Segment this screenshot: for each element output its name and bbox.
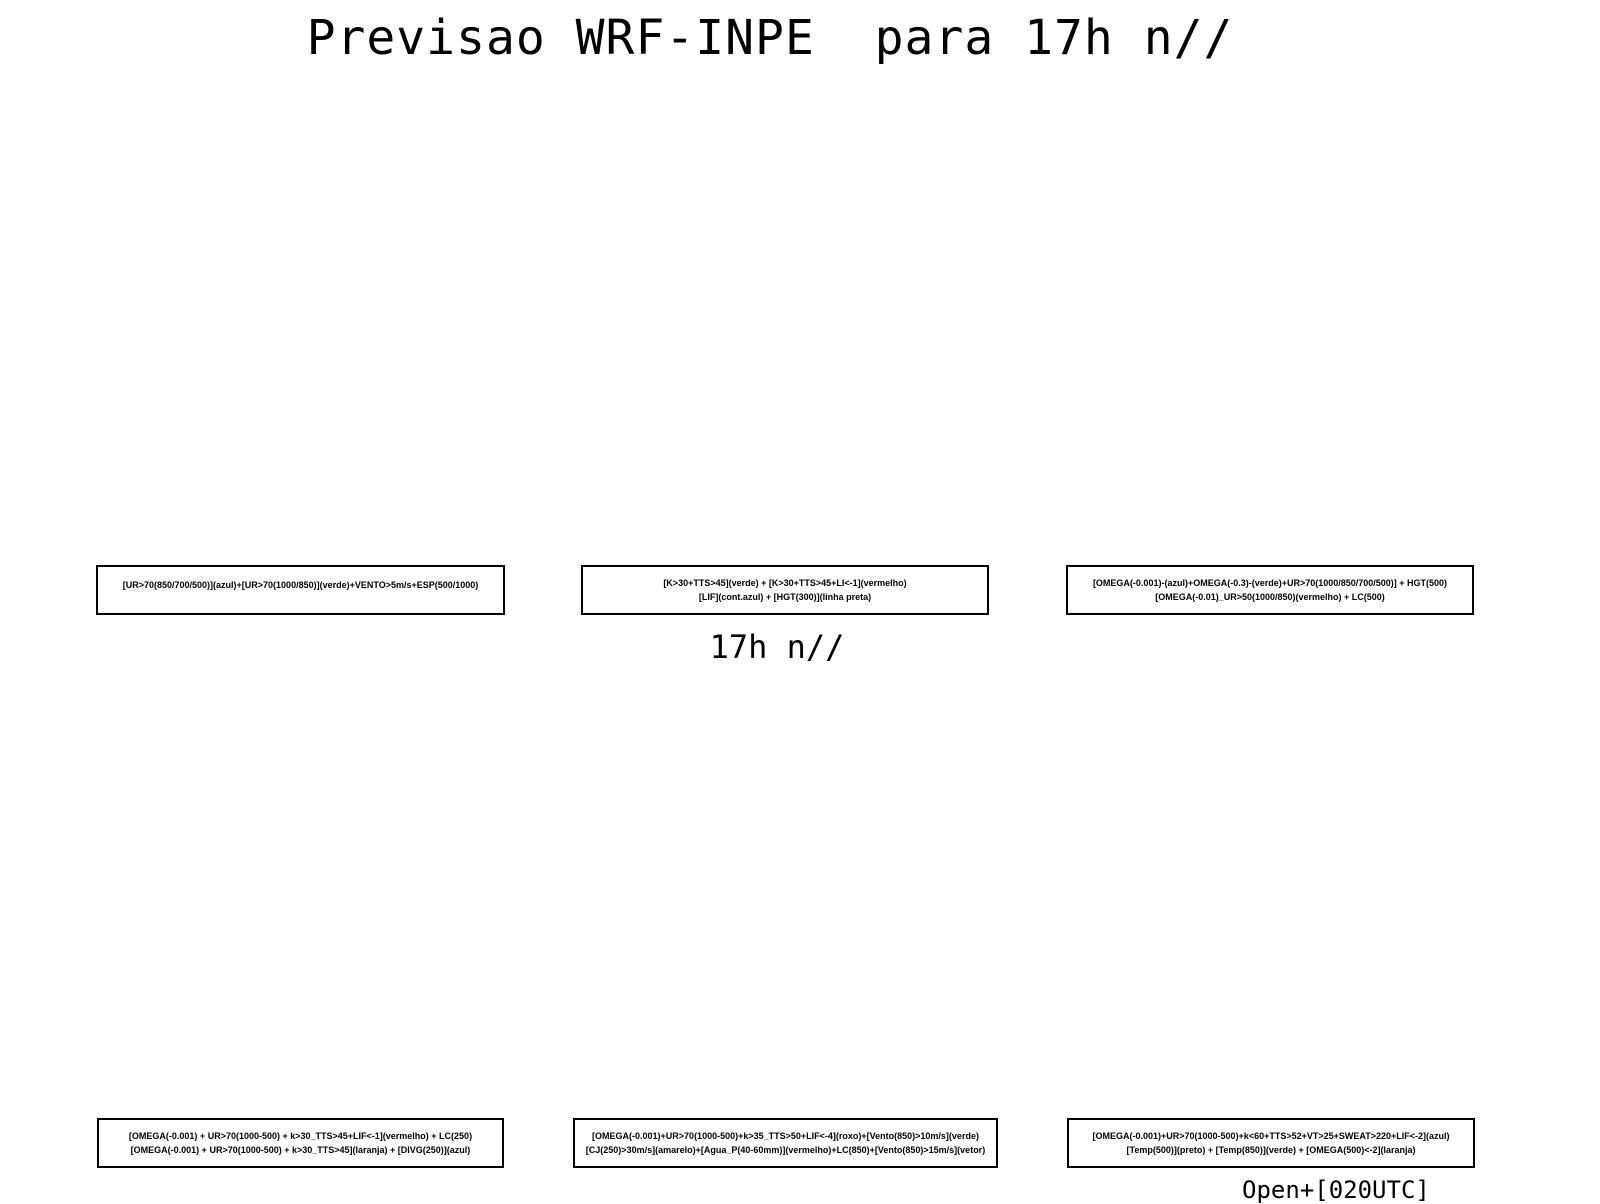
legend-panel-bottom-right bbox=[1067, 1118, 1475, 1168]
legend-panel-bottom-center bbox=[573, 1118, 998, 1168]
legend-line: [Temp(500)](preto) + [Temp(850)](verde) + [OMEGA(500)<-2](laranja) bbox=[1126, 1145, 1416, 1155]
legend-line: [OMEGA(-0.001) + UR>70(1000-500) + k>30_TTS>45+LIF<-1](vermelho) + LC(250) bbox=[128, 1131, 473, 1141]
legend-panel-top-center bbox=[581, 565, 989, 615]
legend-line: [UR>70(850/700/500)](azul)+[UR>70(1000/850)](verde)+VENTO>5m/s+ESP(500/1000) bbox=[122, 580, 479, 590]
legend-line: [OMEGA(-0.01)_UR>50(1000/850)(vermelho) + LC(500) bbox=[1155, 592, 1385, 602]
legend-panel-bottom-left bbox=[97, 1118, 504, 1168]
legend-panel-top-left bbox=[96, 565, 505, 615]
footer-open-label: Open+[020UTC] bbox=[1242, 1176, 1430, 1204]
legend-line: [LIF](cont.azul) + [HGT(300)](linha preta) bbox=[698, 592, 872, 602]
center-time-label: 17h n// bbox=[709, 628, 845, 666]
legend-panel-top-right bbox=[1066, 565, 1474, 615]
legend-line: [OMEGA(-0.001) + UR>70(1000-500) + k>30_TTS>45](laranja) + [DIVG(250)](azul) bbox=[130, 1145, 471, 1155]
legend-line: [K>30+TTS>45](verde) + [K>30+TTS>45+LI<-1](vermelho) bbox=[663, 578, 907, 588]
page-title: Previsao WRF-INPE para 17h n// bbox=[306, 10, 1234, 66]
legend-line: [OMEGA(-0.001)+UR>70(1000-500)+k<60+TTS>52+VT>25+SWEAT>220+LIF<-2](azul) bbox=[1092, 1131, 1450, 1141]
legend-line: [OMEGA(-0.001)+UR>70(1000-500)+k>35_TTS>50+LIF<-4](roxo)+[Vento(850)>10m/s](verde) bbox=[592, 1131, 979, 1141]
legend-line: [OMEGA(-0.001)-(azul)+OMEGA(-0.3)-(verde)+UR>70(1000/850/700/500)] + HGT(500) bbox=[1092, 578, 1448, 588]
legend-line: [CJ(250)>30m/s](amarelo)+[Agua_P(40-60mm)](vermelho)+LC(850)+[Vento(850)>15m/s](vetor) bbox=[585, 1145, 986, 1155]
